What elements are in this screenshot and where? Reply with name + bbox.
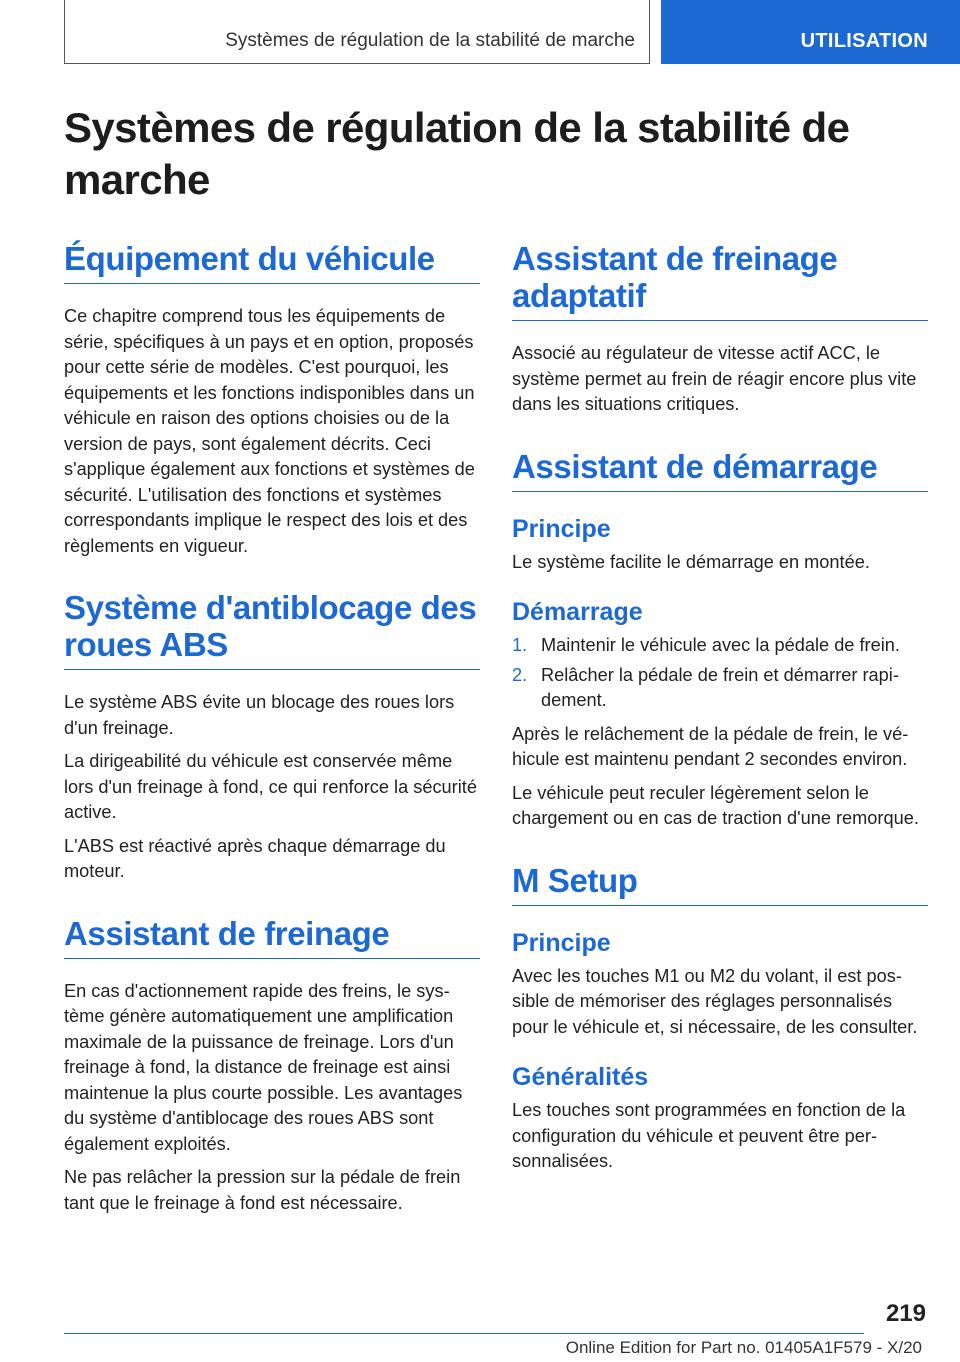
header-section-tab <box>661 0 960 64</box>
paragraph: La dirigeabilité du véhicule est conservée même lors d'un freinage à fond, ce qui renforce la sécurité active. <box>64 751 477 822</box>
list-item <box>512 663 928 714</box>
subheading-general: Généralités <box>512 1063 649 1091</box>
section-adaptive-brake-assist <box>512 240 928 418</box>
section-m-setup <box>512 862 928 1175</box>
paragraph: Ce chapitre comprend tous les équipements de série, spécifiques à un pays et en option, proposés pour cette série de modèles. C'est pourquoi, les équipements et les fonctions indisponibles dans un véhicule en raison des options choisies ou de la version de pays, sont également décrits. Ceci s'applique également aux fonctions et systèmes de sécurité. L'utilisation des fonctions et systèmes correspondants implique le respect des lois et des règlements en vigueur. <box>64 306 475 556</box>
step-text: Maintenir le véhicule avec la pédale de frein. <box>541 635 900 655</box>
footer-divider <box>64 1333 864 1334</box>
subheading-starting: Démarrage <box>512 598 643 626</box>
paragraph: Le système facilite le démarrage en montée. <box>512 551 870 572</box>
paragraph: Associé au régulateur de vitesse actif ACC, le système permet au frein de réagir encore plus vite dans les situations critiques. <box>512 343 917 414</box>
heading-vehicle-equipment: Équipement du véhicule <box>64 240 480 284</box>
footer-edition-text: Online Edition for Part no. 01405A1F579 - X/20 <box>565 1338 922 1357</box>
right-column <box>512 240 928 1205</box>
paragraph: Ne pas relâcher la pression sur la pédale de frein tant que le freinage à fond est nécessaire. <box>64 1167 461 1213</box>
paragraph: En cas d'actionnement rapide des freins, le système génère automatiquement une amplification maximale de la puissance de freinage. Lors d'un freinage à fond, la distance de freinage est ainsi maintenue la plus courte possible. Les avantages du système d'antiblocage des roues ABS sont également exploités. <box>64 980 463 1154</box>
subheading-principle: Principe <box>512 928 611 957</box>
step-number: 2. <box>512 664 528 685</box>
paragraph: Le système ABS évite un blocage des roues lors d'un freinage. <box>64 692 455 738</box>
heading-abs: Système d'antiblocage des roues ABS <box>64 589 480 670</box>
paragraph: Après le relâchement de la pédale de frein, le véhicule est maintenu pendant 2 secondes environ. <box>512 723 909 769</box>
heading-hill-start-assist: Assistant de démarrage <box>512 448 928 492</box>
paragraph: Le véhicule peut reculer légèrement selon le chargement ou en cas de traction d'une remorque. <box>512 782 919 828</box>
steps-list <box>512 633 928 714</box>
step-number: 1. <box>512 635 528 655</box>
subheading-principle: Principe <box>512 514 611 543</box>
step-text: Relâcher la pédale de frein et démarrer rapidement. <box>541 664 899 710</box>
header-chapter-box <box>64 0 650 64</box>
heading-m-setup: M Setup <box>512 862 928 906</box>
section-abs <box>64 589 480 885</box>
header-chapter-title: Systèmes de régulation de la stabilité de marche <box>225 30 635 51</box>
paragraph: L'ABS est réactivé après chaque démarrage du moteur. <box>64 835 446 881</box>
paragraph: Avec les touches M1 ou M2 du volant, il est possible de mémoriser des réglages personnalisés pour le véhicule et, si nécessaire, de les consulter. <box>512 965 918 1037</box>
list-item <box>512 633 928 659</box>
heading-adaptive-brake-assist: Assistant de freinage adaptatif <box>512 240 928 321</box>
heading-brake-assist: Assistant de freinage <box>64 915 480 959</box>
section-brake-assist <box>64 915 480 1217</box>
page-title: Systèmes de régulation de la stabilité de marche <box>64 104 850 203</box>
section-vehicle-equipment <box>64 240 480 559</box>
header-section-tab-label: UTILISATION <box>800 30 928 52</box>
paragraph: Les touches sont programmées en fonction de la configuration du véhicule et peuvent être personnalisées. <box>512 1100 906 1171</box>
page-number: 219 <box>885 1300 926 1327</box>
section-hill-start-assist <box>512 448 928 832</box>
left-column <box>64 240 480 1246</box>
